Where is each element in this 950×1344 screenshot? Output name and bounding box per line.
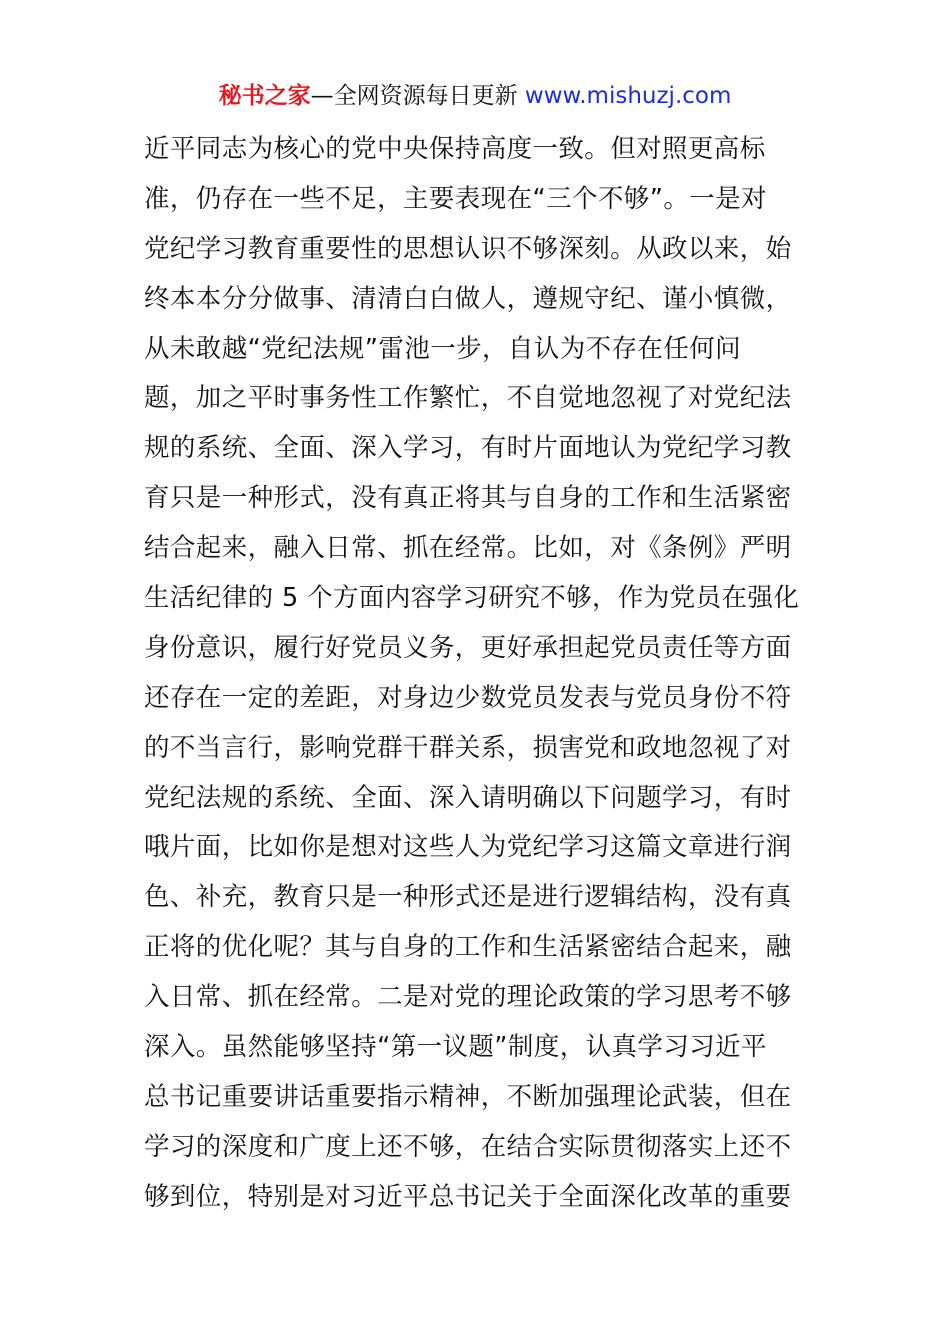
text-line: 党纪学习教育重要性的思想认识不够深刻。从政以来，始 <box>144 233 792 264</box>
text-line: 总书记重要讲话重要指示精神，不断加强理论武装，但在 <box>144 1081 792 1112</box>
text-line: 深入。虽然能够坚持“第一议题”制度，认真学习习近平 <box>144 1032 767 1063</box>
text-line: 正将的优化呢？其与自身的工作和生活紧密结合起来，融 <box>144 932 792 963</box>
text-line: 育只是一种形式，没有真正将其与自身的工作和生活紧密 <box>144 483 792 514</box>
text-line: 身份意识，履行好党员义务，更好承担起党员责任等方面 <box>144 632 792 663</box>
text-line: 入日常、抓在经常。二是对党的理论政策的学习思考不够 <box>144 982 792 1013</box>
brand-name: 秘书之家 <box>218 83 311 109</box>
text-line: 近平同志为核心的党中央保持高度一致。但对照更高标 <box>144 134 766 164</box>
text-line: 党纪法规的系统、全面、深入请明确以下问题学习，有时 <box>144 782 792 813</box>
text-line: 题，加之平时事务性工作繁忙，不自觉地忽视了对党纪法 <box>144 383 792 414</box>
document-body <box>144 125 824 1223</box>
text-line: 学习的深度和广度上还不够，在结合实际贯彻落实上还不 <box>144 1131 792 1162</box>
text-line: 准，仍存在一些不足，主要表现在“三个不够”。一是对 <box>144 183 767 214</box>
text-line: 的不当言行，影响党群干群关系，损害党和政地忽视了对 <box>144 732 792 763</box>
text-line: 还存在一定的差距，对身边少数党员发表与党员身份不符 <box>144 682 792 713</box>
text-line: 哦片面，比如你是想对这些人为党纪学习这篇文章进行润 <box>144 832 792 863</box>
text-line: 终本本分分做事、清清白白做人，遵规守纪、谨小慎微， <box>144 283 792 314</box>
text-line: 生活纪律的 5 个方面内容学习研究不够，作为党员在强化 <box>144 583 800 614</box>
text-line: 结合起来，融入日常、抓在经常。比如，对《条例》严明 <box>144 533 792 564</box>
header-tagline: —全网资源每日更新 <box>310 83 518 109</box>
text-line: 从未敢越“党纪法规”雷池一步，自认为不存在任何问 <box>144 333 742 364</box>
website-link[interactable]: www.mishuzj.com <box>524 83 732 109</box>
text-line: 色、补充，教育只是一种形式还是进行逻辑结构，没有真 <box>144 882 792 913</box>
page-header <box>0 80 950 112</box>
text-line: 够到位，特别是对习近平总书记关于全面深化改革的重要 <box>144 1181 792 1212</box>
text-line: 规的系统、全面、深入学习，有时片面地认为党纪学习教 <box>144 433 792 464</box>
